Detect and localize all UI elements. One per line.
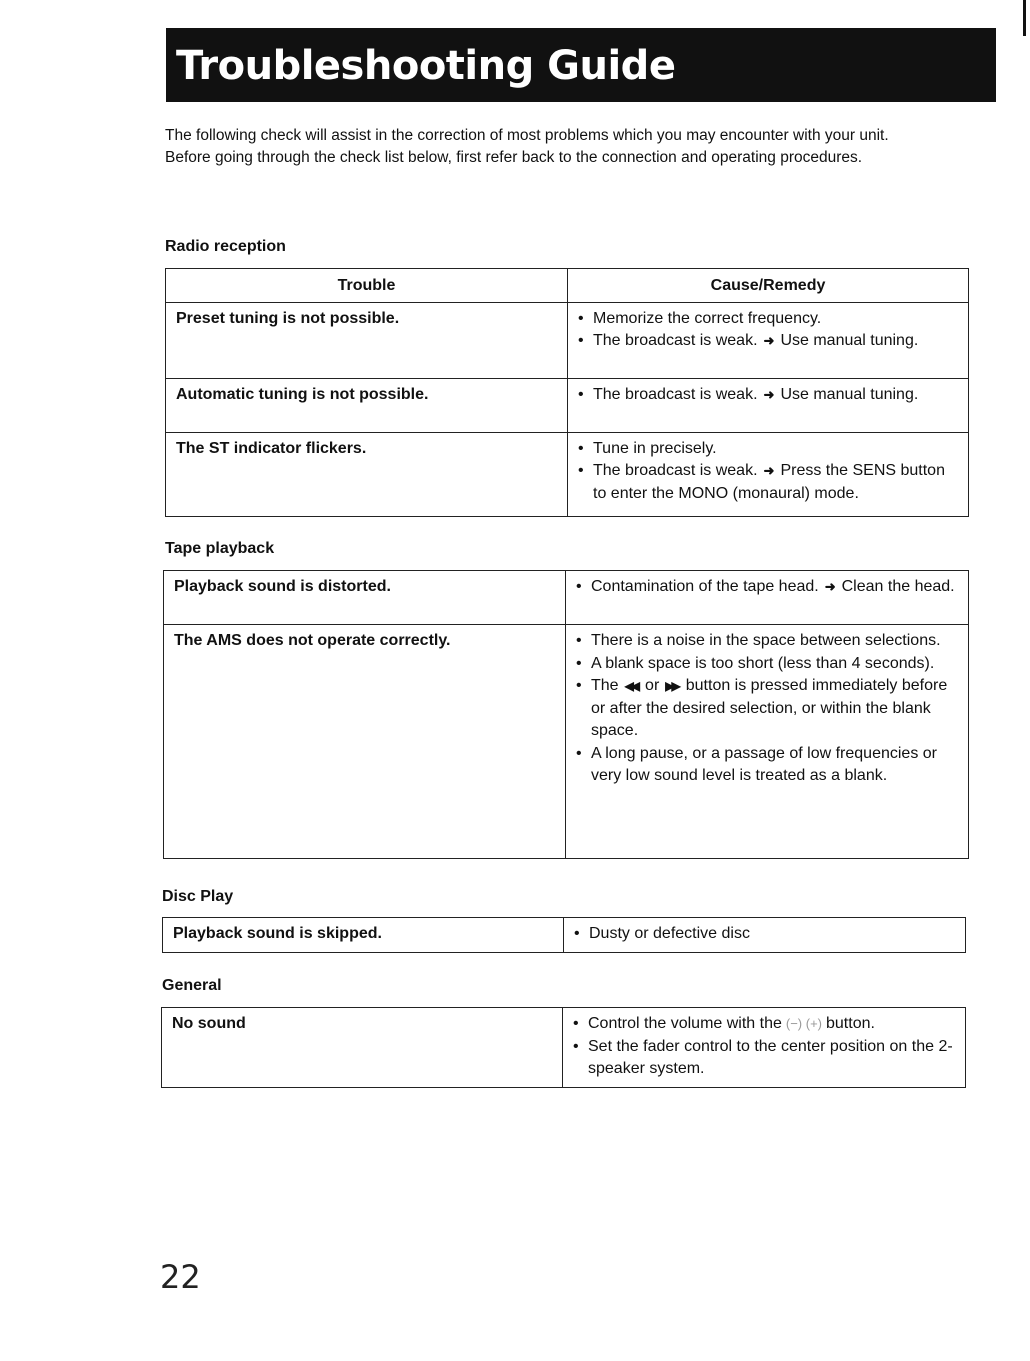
right-arrow-icon: ➜: [763, 463, 775, 478]
remedy-cell: [564, 918, 966, 953]
section-heading-general: General: [162, 977, 222, 994]
radio-table: [165, 268, 969, 517]
cause-item: • Control the volume with the (−) (+) button.: [573, 1013, 955, 1036]
intro-line-1: The following check will assist in the correction of most problems which you may encounter with your unit.: [165, 127, 889, 144]
cause-item: • Set the fader control to the center position on the 2-speaker system.: [573, 1036, 955, 1081]
remedy-cell: [566, 571, 969, 625]
cause-item: • A blank space is too short (less than 4 seconds).: [576, 653, 958, 676]
section-heading-disc: Disc Play: [162, 888, 234, 905]
trouble-cell: Playback sound is skipped.: [163, 918, 564, 953]
remedy-cell: [568, 302, 969, 378]
intro-text: [165, 125, 965, 169]
right-arrow-icon: ➜: [824, 579, 836, 594]
page-title: Troubleshooting Guide: [176, 43, 676, 89]
right-arrow-icon: ➜: [763, 333, 775, 348]
cause-item: • There is a noise in the space between selections.: [576, 630, 958, 653]
table-row: [166, 378, 969, 432]
table-row: [166, 432, 969, 516]
general-table: [161, 1007, 966, 1088]
right-arrow-icon: ➜: [763, 386, 775, 402]
remedy-cell: [568, 432, 969, 516]
column-header-trouble: Trouble: [166, 269, 568, 303]
cause-item: • Contamination of the tape head. ➜ Clean the head.: [576, 576, 958, 599]
table-row: [166, 302, 969, 378]
cause-item: • A long pause, or a passage of low frequencies or very low sound level is treated as a blank.: [576, 743, 958, 788]
intro-line-2: Before going through the check list below, first refer back to the connection and operating procedures.: [165, 149, 863, 166]
cause-item: • Memorize the correct frequency.: [578, 308, 958, 331]
tape-table: [163, 570, 969, 859]
fast-forward-icon: ▶▶: [665, 679, 678, 693]
page-edge-mark: [1023, 0, 1026, 36]
cause-item: • The broadcast is weak. ➜ Press the SENS button to enter the MONO (monaural) mode.: [578, 460, 958, 505]
volume-minus-plus-icon: (−) (+): [785, 1016, 822, 1031]
trouble-cell: The AMS does not operate correctly.: [164, 625, 566, 859]
rewind-icon: ◀◀: [624, 679, 638, 693]
cause-item: • Tune in precisely.: [578, 438, 958, 461]
trouble-cell: The ST indicator flickers.: [166, 432, 568, 516]
remedy-cell: [566, 625, 969, 859]
table-row: [164, 625, 969, 859]
table-row: [163, 918, 966, 953]
section-heading-radio: Radio reception: [165, 238, 286, 255]
cause-item: • The broadcast is weak. ➜ Use manual tuning.: [578, 330, 958, 353]
trouble-cell: Preset tuning is not possible.: [166, 302, 568, 378]
table-header-row: [166, 269, 969, 303]
trouble-cell: Playback sound is distorted.: [164, 571, 566, 625]
trouble-cell: No sound: [162, 1008, 563, 1088]
remedy-cell: [568, 378, 969, 432]
title-banner: [166, 28, 996, 102]
cause-item: • Dusty or defective disc: [574, 923, 955, 946]
remedy-cell: [563, 1008, 966, 1088]
table-row: [164, 571, 969, 625]
disc-table: [162, 917, 966, 953]
cause-item: • The ◀◀ or ▶▶ button is pressed immediately before or after the desired selection, or within the blank space.: [576, 675, 958, 743]
section-heading-tape: Tape playback: [165, 540, 275, 557]
page-number: 22: [160, 1258, 201, 1296]
trouble-cell: Automatic tuning is not possible.: [166, 378, 568, 432]
cause-item: • The broadcast is weak. ➜ Use manual tuning.: [578, 384, 958, 407]
column-header-remedy: Cause/Remedy: [568, 269, 969, 303]
table-row: [162, 1008, 966, 1088]
